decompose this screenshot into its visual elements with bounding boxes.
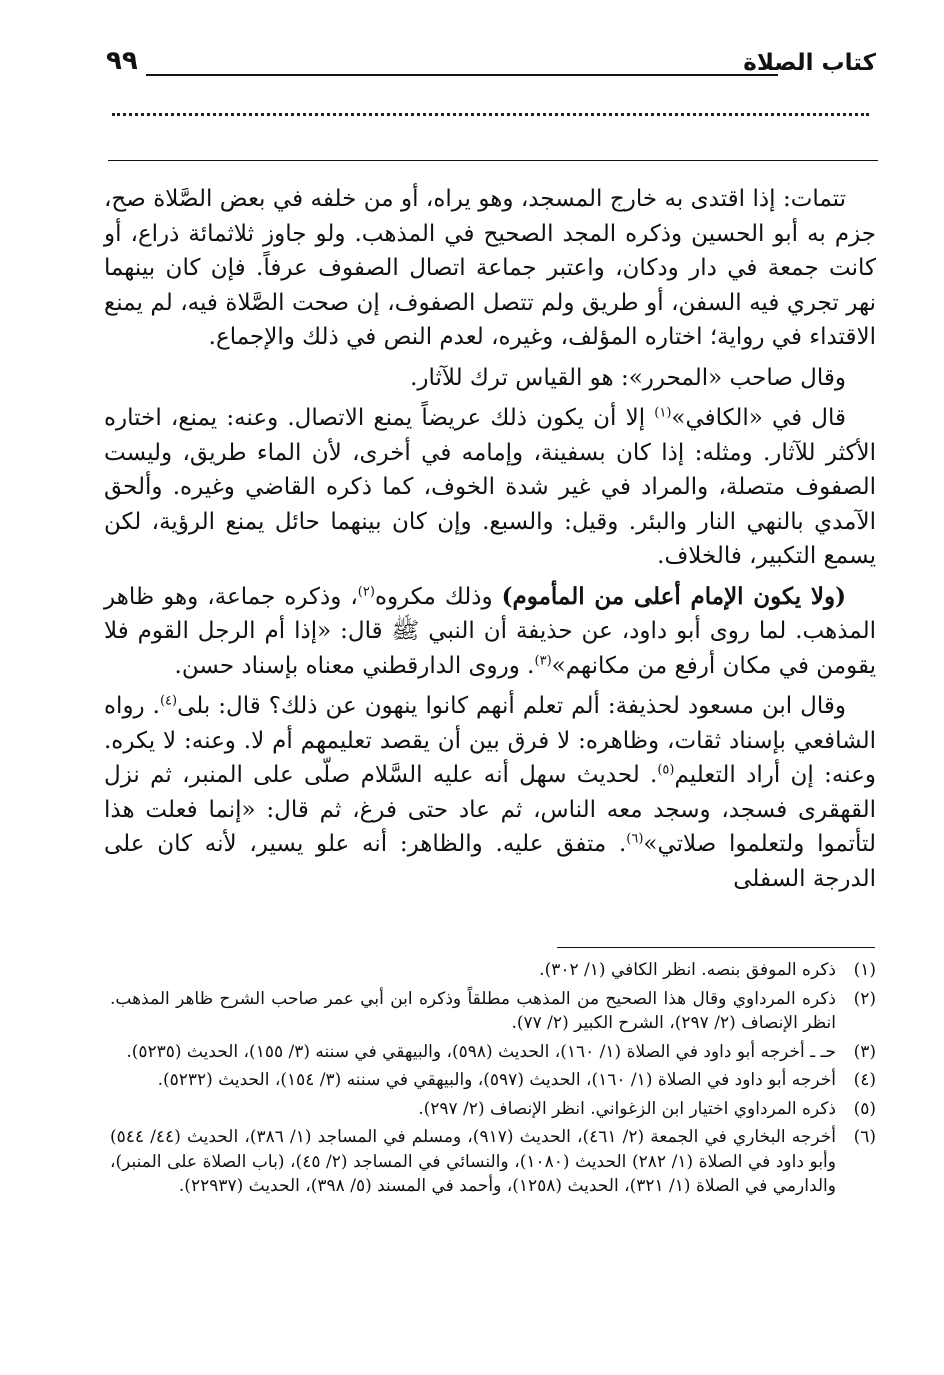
footnote-ref-4[interactable]: (٤) bbox=[159, 693, 178, 709]
paragraph-text: وقال صاحب «المحرر»: هو القياس ترك للآثار. bbox=[410, 364, 846, 391]
footnote-text: أخرجه أبو داود في الصلاة (١/ ١٦٠)، الحديث (٥٩٧)، والبيهقي في سننه (٣/ ١٥٤)، الحديث (٥٢٣٢). bbox=[157, 1070, 836, 1090]
footnote-number: (١) bbox=[853, 960, 876, 980]
book-title: كتاب الصلاة bbox=[743, 50, 876, 76]
paragraph-text: . متفق عليه. والظاهر: أنه علو يسير، لأنه كان على الدرجة السفلى bbox=[104, 831, 876, 892]
footnote-item bbox=[110, 958, 876, 983]
paragraph-text: إلا أن يكون ذلك عريضاً يمنع الاتصال. وعنه: يمنع، اختاره الأكثر للآثار. ومثله: إذا كان بسفينة، وإمامه في أخرى، لأن الماء طريق، وليست الصفوف متصلة، والمراد في غير شدة الخوف، كما ذكره القاضي وغيره. وألحق الآمدي بالنهي النار والبئر. وقيل: والسبع. وإن كان بينهما حائل يمنع الرؤية، لكن يسمع التكبير، فالخلاف. bbox=[104, 405, 876, 569]
paragraph-text: . وروى الدارقطني معناه بإسناد حسن. bbox=[174, 652, 535, 679]
page-number: ٩٩ bbox=[106, 46, 138, 76]
footnote-text: ذكره المرداوي اختيار ابن الزغواني. انظر الإنصاف (٢/ ٢٩٧). bbox=[418, 1098, 836, 1119]
top-rule bbox=[108, 160, 878, 161]
paragraph-text: ، وذكره جماعة، وهو ظاهر المذهب. لما روى أبو داود، عن حذيفة أن النبي ﷺ قال: «إذا أم الرجل القوم فلا يقومن في مكان أرفع من مكانهم» bbox=[104, 583, 876, 679]
footnote-text: ذكره الموفق بنصه. انظر الكافي (١/ ٣٠٢). bbox=[539, 960, 836, 980]
matn-bold-text: (ولا يكون الإمام أعلى من المأموم) bbox=[501, 582, 846, 610]
footnote-ref-3[interactable]: (٣) bbox=[534, 652, 552, 668]
header-rule bbox=[146, 74, 778, 76]
footnote-item bbox=[110, 987, 876, 1036]
paragraph-text: وذلك مكروه bbox=[374, 583, 502, 610]
footnote-item bbox=[110, 1068, 876, 1093]
footnote-rule bbox=[557, 947, 875, 948]
footnote-item bbox=[110, 1125, 876, 1199]
paragraph-5 bbox=[104, 689, 876, 896]
footnote-text: أخرجه البخاري في الجمعة (٢/ ٤٦١)، الحديث (٩١٧)، ومسلم في المساجد (١/ ٣٨٦)، الحديث (٤٤/ ٥٤٤) وأبو داود في الصلاة (١/ ٢٨٢) الحديث (١٠٨٠)، والنسائي في المساجد (٢/ ٤٥)، (باب الصلاة على المنبر)، والدارمي في الصلاة (١/ ٣٢١)، الحديث (١٢٥٨)، وأحمد في المسند (٥/ ٣٩٨)، الحديث (٢٢٩٣٧). bbox=[110, 1127, 836, 1196]
footnote-ref-6[interactable]: (٦) bbox=[626, 831, 644, 847]
paragraph-1 bbox=[104, 182, 876, 355]
footnote-ref-2[interactable]: (٢) bbox=[357, 583, 375, 599]
footnote-item bbox=[110, 1040, 876, 1065]
dotted-separator bbox=[112, 113, 869, 123]
footnote-ref-1[interactable]: (١) bbox=[654, 405, 672, 421]
paragraph-text: . رواه الشافعي بإسناد ثقات، وظاهره: لا فرق بين أن يقصد تعليمهم أم لا. وعنه: لا يكره. وعنه: إن أراد التعليم bbox=[104, 693, 876, 788]
paragraph-3 bbox=[104, 401, 876, 574]
footnote-number: (٣) bbox=[853, 1041, 876, 1062]
main-text bbox=[104, 182, 876, 902]
footnote-number: (٤) bbox=[853, 1070, 876, 1090]
footnote-number: (٦) bbox=[853, 1127, 876, 1147]
page-header bbox=[106, 46, 876, 86]
footnotes bbox=[110, 958, 876, 1203]
footnote-text: ذكره المرداوي وقال هذا الصحيح من المذهب مطلقاً وذكره ابن أبي عمر صاحب الشرح ظاهر المذهب. انظر الإنصاف (٢/ ٢٩٧)، الشرح الكبير (٢/ ٧٧). bbox=[110, 988, 836, 1033]
paragraph-2 bbox=[104, 361, 876, 396]
paragraph-text: تتمات: إذا اقتدى به خارج المسجد، وهو يراه، أو من خلفه في بعض الصَّلاة صح، جزم به أبو الحسين وذكره المجد الصحيح في المذهب. ولو جاوز ثلاثمائة ذراع، أو كانت جمعة في دار ودكان، واعتبر جماعة اتصال الصفوف عرفاً. فإن كان بينهما نهر تجري فيه السفن، أو طريق ولم تتصل الصفوف، إن صحت الصَّلاة فيه، لم يمنع الاقتداء في رواية؛ اختاره المؤلف، وغيره، لعدم النص في ذلك والإجماع. bbox=[104, 186, 876, 350]
paragraph-text: . لحديث سهل أنه عليه السَّلام صلّى على المنبر، ثم نزل القهقرى فسجد، وسجد معه الناس، ثم عاد حتى فرغ، ثم قال: «إنما فعلت هذا لتأتموا ولتعلموا صلاتي» bbox=[104, 762, 877, 857]
paragraph-text: وقال ابن مسعود لحذيفة: ألم تعلم أنهم كانوا ينهون عن ذلك؟ قال: بلى bbox=[177, 693, 846, 719]
footnote-number: (٢) bbox=[853, 988, 876, 1009]
footnote-item bbox=[110, 1097, 876, 1122]
paragraph-text: قال في «الكافي» bbox=[671, 405, 846, 431]
footnote-text: حـ ـ أخرجه أبو داود في الصلاة (١/ ١٦٠)، الحديث (٥٩٨)، والبيهقي في سننه (٣/ ١٥٥)، الحديث (٥٢٣٥). bbox=[126, 1041, 836, 1062]
footnote-ref-5[interactable]: (٥) bbox=[657, 762, 675, 778]
paragraph-4 bbox=[104, 580, 876, 684]
footnote-number: (٥) bbox=[853, 1098, 876, 1119]
